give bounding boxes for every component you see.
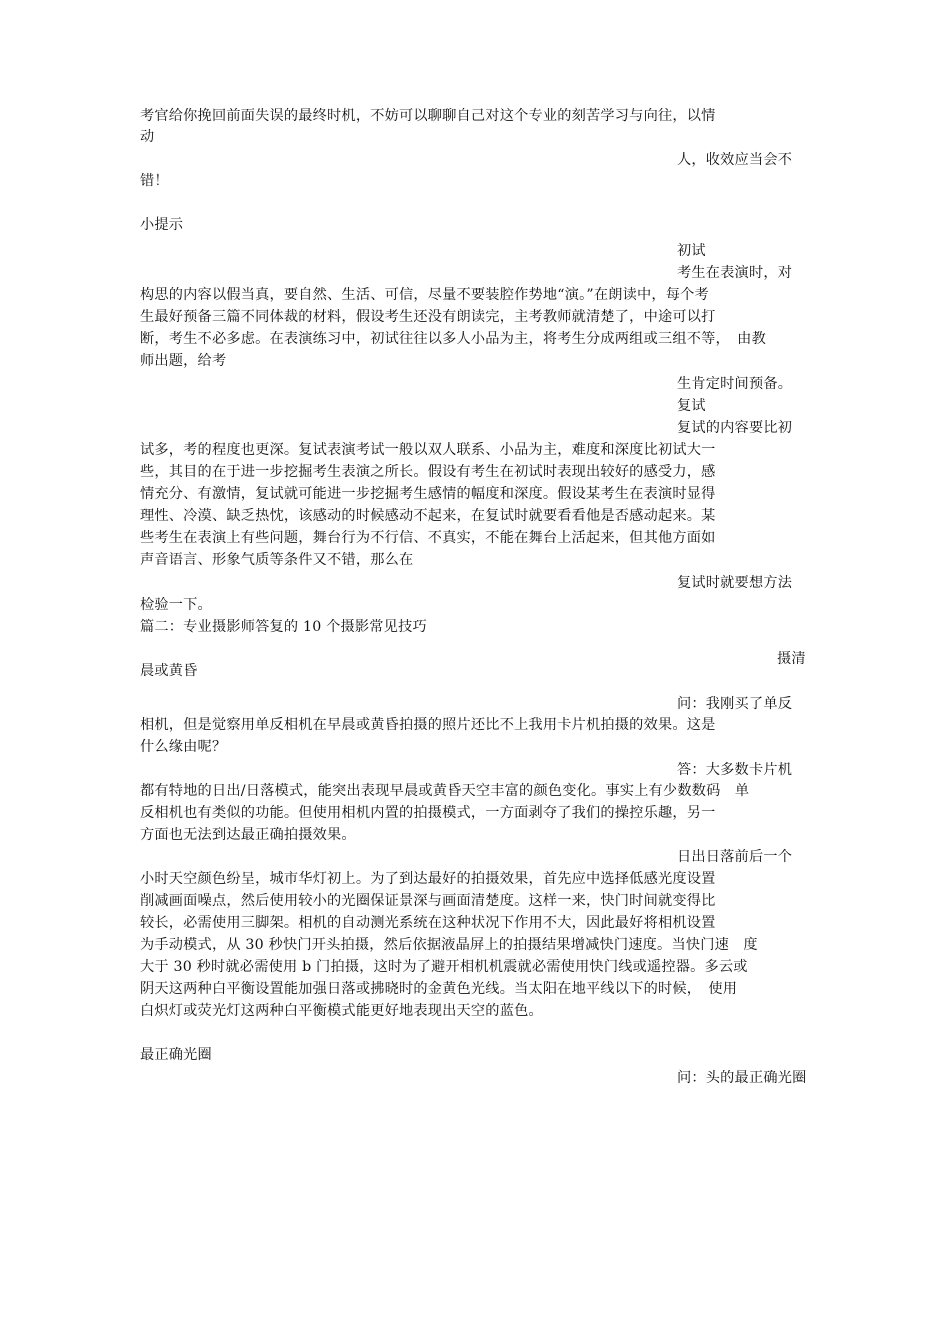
text-line: 考生在表演时，对	[677, 265, 793, 281]
text-line: 动	[140, 129, 155, 145]
text-line: 方面也无法到达最正确拍摄效果。	[140, 827, 356, 843]
text-line: 些，其目的在于进一步挖掘考生表演之所长。假设有考生在初试时表现出较好的感受力，感	[140, 464, 716, 480]
text-line: 为手动模式，从 30 秒快门开头拍摄，然后依据液晶屏上的拍摄结果增减快门速度。当快门速 度	[140, 937, 758, 953]
text-line: 复试时就要想方法	[677, 575, 793, 591]
text-line: 情充分、有激情，复试就可能进一步挖掘考生感情的幅度和深度。假设某考生在表演时显得	[140, 486, 716, 502]
section-heading: 初试	[677, 243, 706, 259]
section-heading: 复试	[677, 398, 706, 414]
text-line: 日出日落前后一个	[677, 849, 793, 865]
text-line: 错！	[140, 173, 169, 189]
text-line: 大于 30 秒时就必需使用 b 门拍摄，这时为了避开相机机震就必需使用快门线或遥控器。多云或	[140, 959, 748, 975]
text-line: 构思的内容以假当真，要自然、生活、可信，尽量不要装腔作势地“演。”在朗读中，每个考	[140, 287, 709, 303]
text-line: 削减画面噪点，然后使用较小的光圈保证景深与画面清楚度。这样一来，快门时间就变得比	[140, 893, 716, 909]
text-line: 问：头的最正确光圈	[677, 1070, 807, 1086]
text-line: 声音语言、形象气质等条件又不错，那么在	[140, 552, 414, 568]
text-line: 断，考生不必多虑。在表演练习中，初试往往以多人小品为主，将考生分成两组或三组不等， 由教	[140, 331, 766, 347]
text-line: 都有特地的日出/日落模式，能突出表现早晨或黄昏天空丰富的颜色变化。事实上有少数数码 单	[140, 783, 750, 799]
text-line: 反相机也有类似的功能。但使用相机内置的拍摄模式，一方面剥夺了我们的操控乐趣，另一	[140, 805, 716, 821]
text-line: 摄清	[777, 651, 806, 667]
text-line: 考官给你挽回前面失误的最终时机，不妨可以聊聊自己对这个专业的刻苦学习与向往，以情	[140, 108, 716, 124]
text-line: 人，收效应当会不	[677, 152, 793, 168]
text-line: 师出题，给考	[140, 353, 227, 369]
text-line: 问：我刚买了单反	[677, 696, 793, 712]
text-line: 小时天空颜色纷呈，城市华灯初上。为了到达最好的拍摄效果，首先应中选择低感光度设置	[140, 871, 716, 887]
section-heading: 最正确光圈	[140, 1047, 212, 1063]
text-line: 答：大多数卡片机	[677, 762, 793, 778]
text-line: 复试的内容要比初	[677, 420, 793, 436]
text-line: 生肯定时间预备。	[677, 376, 793, 392]
text-line: 晨或黄昏	[140, 663, 198, 679]
text-line: 较长，必需使用三脚架。相机的自动测光系统在这种状况下作用不大，因此最好将相机设置	[140, 915, 716, 931]
text-line: 试多，考的程度也更深。复试表演考试一般以双人联系、小品为主，难度和深度比初试大一	[140, 442, 716, 458]
text-line: 什么缘由呢？	[140, 739, 227, 755]
text-line: 些考生在表演上有些问题，舞台行为不行信、不真实，不能在舞台上活起来，但其他方面如	[140, 530, 716, 546]
section-heading: 小提示	[140, 217, 184, 233]
text-line: 阴天这两种白平衡设置能加强日落或拂晓时的金黄色光线。当太阳在地平线以下的时候， 使用	[140, 981, 738, 997]
text-line: 理性、冷漠、缺乏热忱，该感动的时候感动不起来，在复试时就要看看他是否感动起来。某	[140, 508, 716, 524]
text-line: 相机，但是觉察用单反相机在早晨或黄昏拍摄的照片还比不上我用卡片机拍摄的效果。这是	[140, 717, 716, 733]
section-title: 篇二：专业摄影师答复的 10 个摄影常见技巧	[140, 619, 427, 635]
text-line: 检验一下。	[140, 597, 212, 613]
text-line: 白炽灯或荧光灯这两种白平衡模式能更好地表现出天空的蓝色。	[140, 1003, 543, 1019]
text-line: 生最好预备三篇不同体裁的材料，假设考生还没有朗读完，主考教师就清楚了，中途可以打	[140, 309, 716, 325]
